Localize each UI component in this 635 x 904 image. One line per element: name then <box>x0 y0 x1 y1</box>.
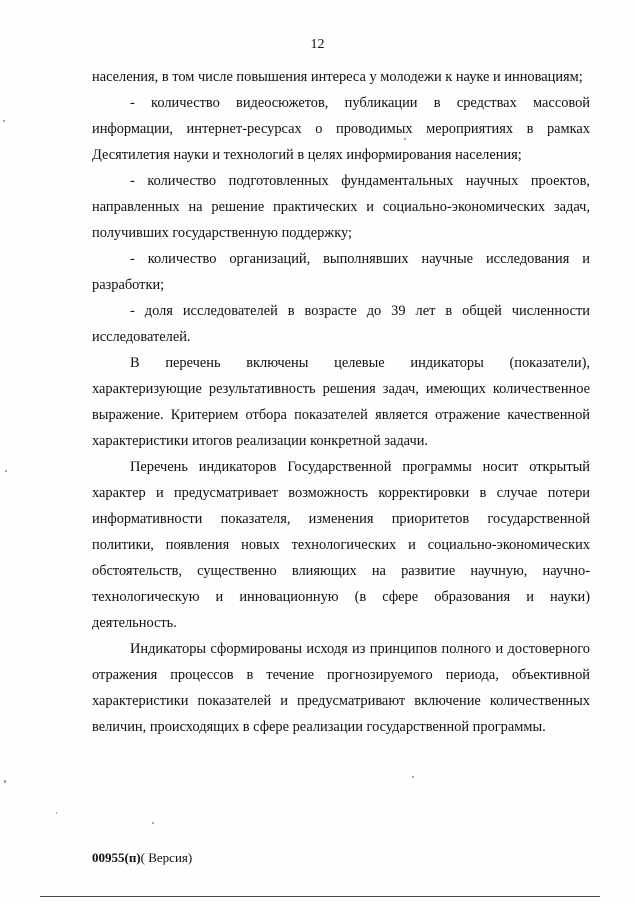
paragraph-indicators-open: Перечень индикаторов Государственной программы носит открытый характер и предусматривает возможность корректировки в случае потери информативности показателя, изменения приоритетов государственной политики, появления новых технологических и социально-экономических обстоятельств, существенно влияющих на развитие научную, научно-технологическую и инновационную (в сфере образования и науки) деятельность. <box>92 459 590 631</box>
scan-speck <box>4 780 6 783</box>
scan-speck <box>152 822 154 824</box>
document-body <box>92 64 590 740</box>
scan-speck <box>412 776 414 778</box>
paragraph-indicators-formed: Индикаторы сформированы исходя из принципов полного и достоверного отражения процессов в течение прогнозируемого периода, объективной характеристики показателей и предусматривают включение количественных величин, происходящих в сфере реализации государственной программы. <box>92 641 590 735</box>
page-number: 12 <box>310 37 325 52</box>
scan-speck <box>3 120 5 122</box>
paragraph-continuation: населения, в том числе повышения интереса у молодежи к науке и инновациям; <box>92 69 583 85</box>
scan-bottom-edge <box>40 896 600 897</box>
scan-speck <box>404 138 406 140</box>
document-version: ( Версия) <box>140 850 193 865</box>
scan-speck <box>5 470 7 472</box>
list-item-research-projects: - количество подготовленных фундаментальных научных проектов, направленных на решение практических и социально-экономических задач, получивших государственную поддержку; <box>92 173 590 241</box>
list-item-organizations: - количество организаций, выполнявших научные исследования и разработки; <box>92 251 590 293</box>
document-code: 00955(п) <box>92 850 141 865</box>
document-footer <box>92 850 192 866</box>
list-item-young-researchers: - доля исследователей в возрасте до 39 лет в общей численности исследователей. <box>92 303 590 345</box>
scan-speck <box>56 812 57 814</box>
paragraph-indicators-list: В перечень включены целевые индикаторы (показатели), характеризующие результативность решения задач, имеющих количественное выражение. Критерием отбора показателей является отражение качественной характеристики итогов реализации конкретной задачи. <box>92 355 590 449</box>
list-item-video-publications: - количество видеосюжетов, публикации в средствах массовой информации, интернет-ресурсах о проводимых мероприятиях в рамках Десятилетия науки и технологий в целях информирования населения; <box>92 95 590 163</box>
